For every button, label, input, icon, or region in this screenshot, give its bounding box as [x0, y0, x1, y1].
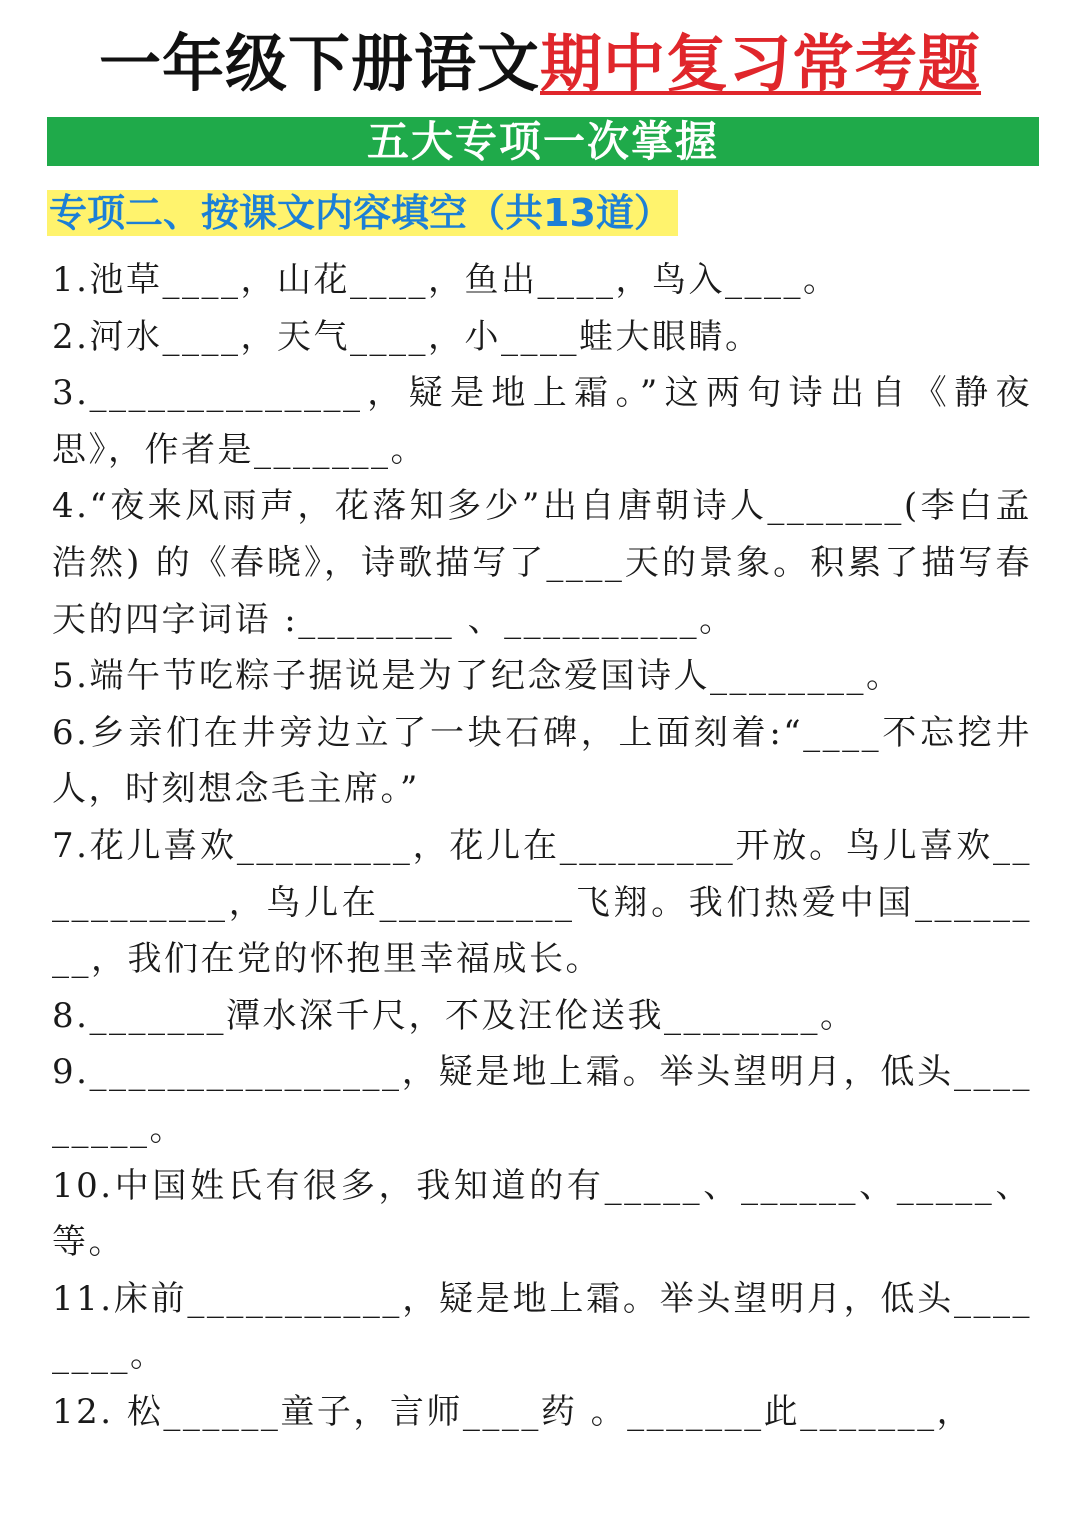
subtitle-banner: 五大专项一次掌握	[47, 117, 1039, 166]
question-6: 6.乡亲们在井旁边立了一块石碑，上面刻着:“____不忘挖井人，时刻想念毛主席。”	[52, 712, 1032, 810]
question-7: 7.花儿喜欢_________，花儿在_________开放。鸟儿喜欢___________，鸟儿在__________飞翔。我们热爱中国________，我们在党的怀抱里幸福成长。	[52, 825, 1032, 980]
title-part-review: 期中复习常考题	[540, 27, 982, 100]
section-heading: 专项二、按课文内容填空（共13道）	[47, 190, 678, 236]
question-5: 5.端午节吃粽子据说是为了纪念爱国诗人________。	[52, 656, 903, 697]
question-9: 9.________________，疑是地上霜。举头望明月，低头_________。	[52, 1052, 1032, 1149]
question-12: 12. 松______童子，言师____药 。_______此_______，	[52, 1391, 974, 1432]
page-title	[0, 22, 1080, 106]
question-list	[52, 252, 1032, 1440]
question-4: 4.“夜来风雨声，花落知多少”出自唐朝诗人_______(李白孟浩然) 的《春晓》，诗歌描写了____天的景象。积累了描写春天的四字词语 :________ 、__________。	[52, 486, 1032, 640]
question-10: 10.中国姓氏有很多，我知道的有_____、______、_____、等。	[52, 1165, 1032, 1263]
question-3: 3.______________，疑是地上霜。”这两句诗出自《静夜思》，作者是_______。	[52, 373, 1032, 470]
question-2: 2.河水____，天气____，小____蛙大眼睛。	[52, 316, 762, 357]
question-8: 8._______潭水深千尺，不及汪伦送我________。	[52, 995, 857, 1036]
question-1: 1.池草____，山花____，鱼出____，鸟入____。	[52, 260, 840, 300]
title-part-grade: 一年级下册语文	[98, 27, 540, 100]
question-11: 11.床前___________，疑是地上霜。举头望明月，低头________。	[52, 1278, 1032, 1376]
